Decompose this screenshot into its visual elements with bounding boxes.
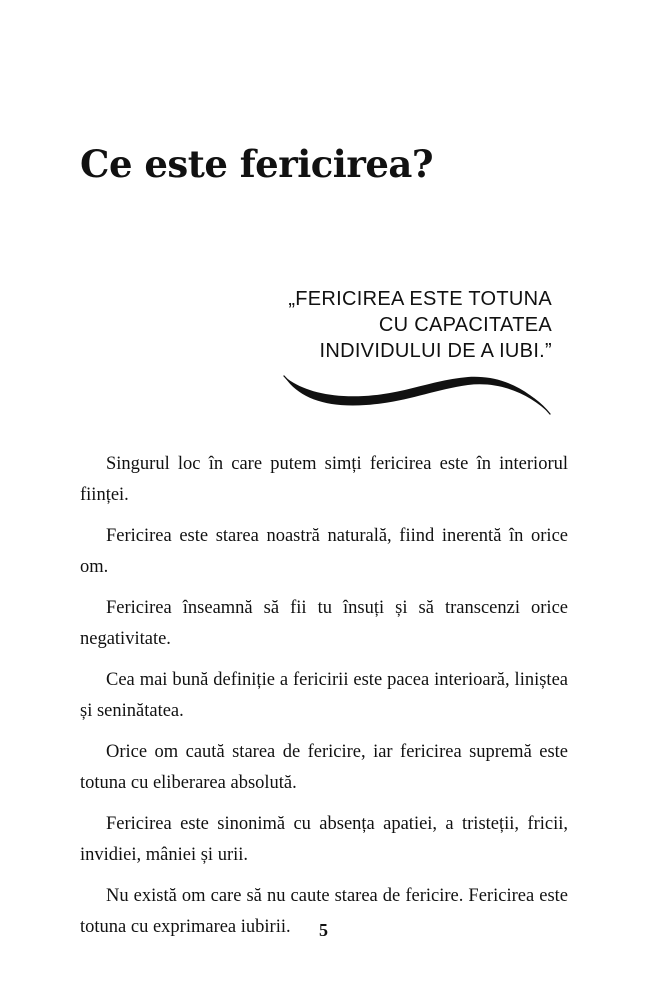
quote-line: INDIVIDULUI DE A IUBI.” — [319, 340, 552, 362]
paragraph: Fericirea este sinonimă cu absența apatiei, a tristeții, fricii, invidiei, mâniei și urii. — [80, 814, 568, 865]
paragraph: Singurul loc în care putem simți fericirea este în interiorul ființei. — [80, 454, 568, 505]
quote-line: CU CAPACITATEA — [378, 314, 552, 336]
paragraph: Fericirea este starea noastră naturală, fiind inerentă în orice om. — [80, 526, 568, 577]
page-title: Ce este fericirea? — [80, 142, 434, 186]
quote-line: „FERICIREA ESTE TOTUNA — [288, 288, 552, 310]
decorative-swoosh — [282, 368, 554, 422]
paragraph: Cea mai bună definiție a fericirii este pacea interioară, liniștea și seninătatea. — [80, 670, 568, 721]
page-number: 5 — [319, 920, 328, 940]
body-text — [80, 449, 568, 953]
paragraph: Orice om caută starea de fericire, iar fericirea supremă este totuna cu eliberarea absolută. — [80, 742, 568, 793]
paragraph: Fericirea înseamnă să fii tu însuți și să transcenzi orice negativitate. — [80, 598, 568, 649]
paragraph: Nu există om care să nu caute starea de fericire. Fericirea este totuna cu exprimarea iubirii. — [80, 886, 568, 937]
pull-quote — [232, 286, 552, 364]
